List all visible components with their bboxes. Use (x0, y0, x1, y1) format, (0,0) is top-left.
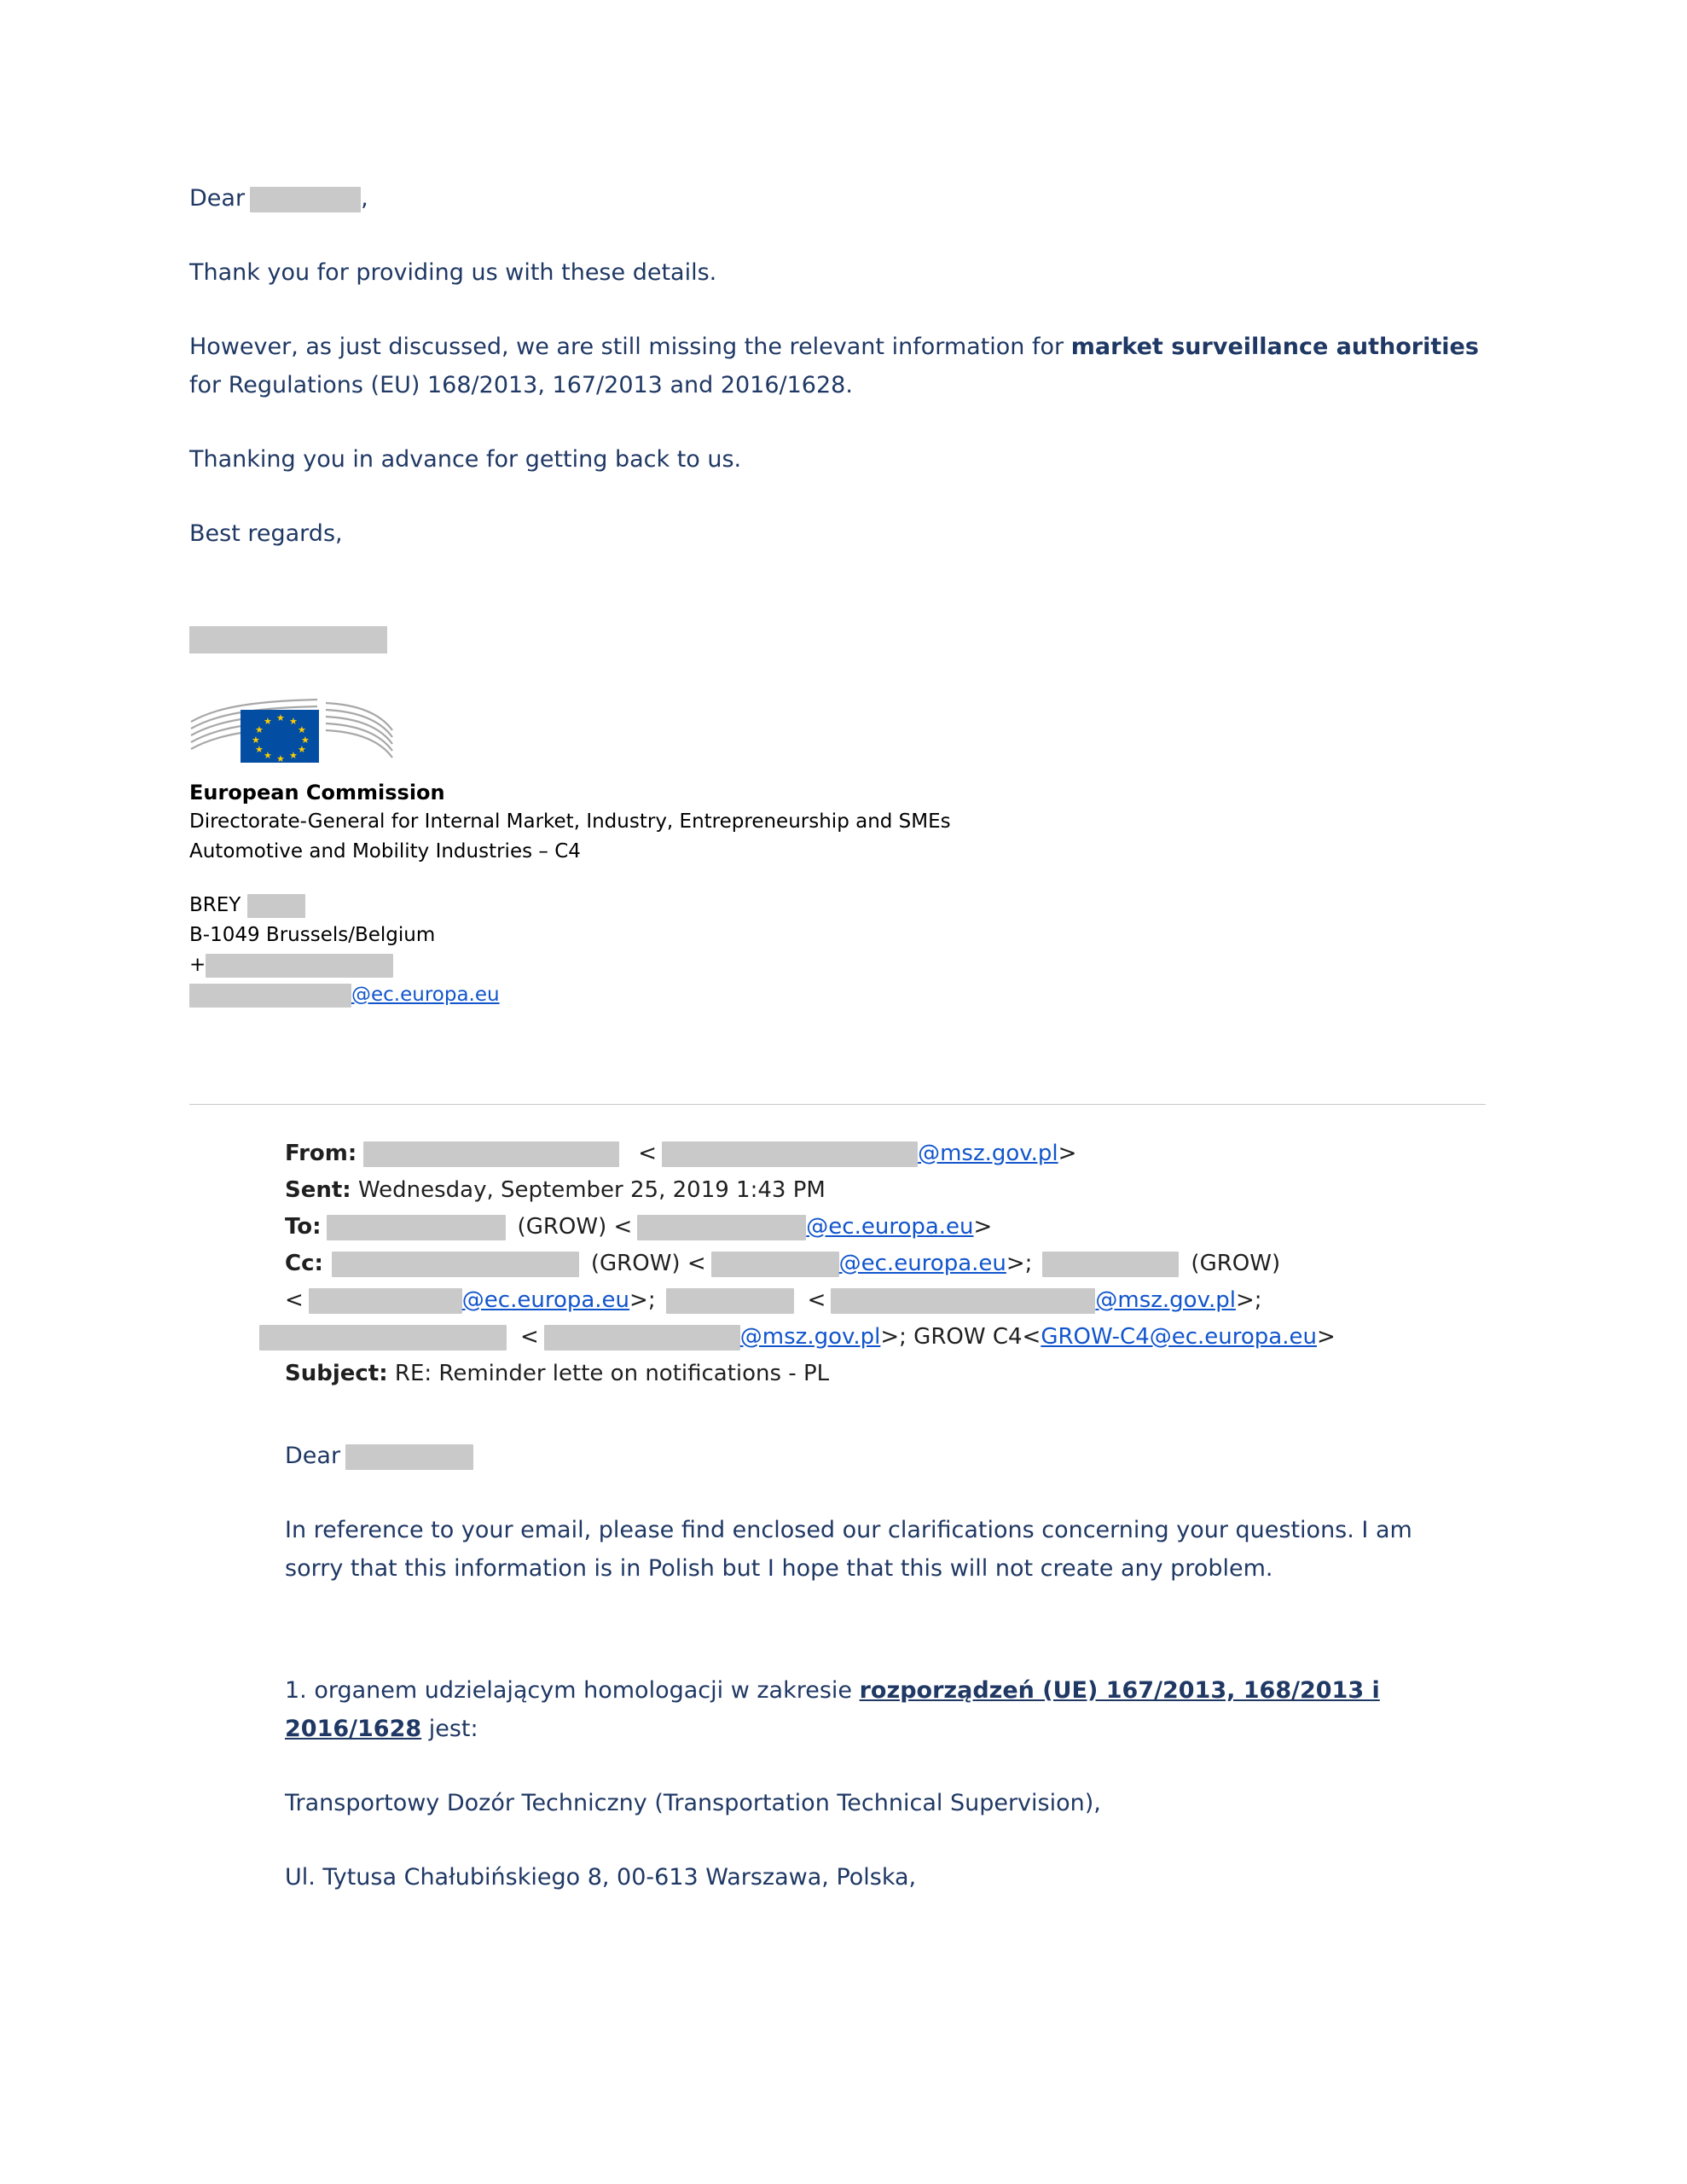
from-email-domain[interactable]: @msz.gov.pl (918, 1141, 1058, 1166)
redaction-block (345, 1444, 473, 1470)
quoted-cc-line (285, 1246, 1516, 1356)
label-to: To: (285, 1214, 322, 1240)
redaction-block (711, 1252, 839, 1277)
redaction-block (189, 984, 351, 1008)
label-from: From: (285, 1141, 357, 1166)
cc-angle-open-3: < (807, 1287, 826, 1313)
redaction-block (327, 1215, 506, 1240)
redaction-block (206, 954, 393, 978)
cc-grow-c4-label: GROW C4 (913, 1324, 1023, 1350)
quoted-to-line (285, 1209, 1516, 1246)
cc-grow-c4-email[interactable]: GROW-C4@ec.europa.eu (1041, 1324, 1317, 1350)
from-angle-open: < (638, 1141, 658, 1166)
quoted-spacer (285, 1639, 1516, 1671)
from-angle-close: > (1058, 1141, 1077, 1166)
redaction-block (662, 1141, 918, 1167)
label-cc: Cc: (285, 1251, 323, 1276)
subject-value: RE: Reminder lette on notifications - PL (394, 1361, 830, 1386)
salutation-suffix: , (361, 185, 368, 212)
redaction-block (831, 1288, 1095, 1314)
quoted-subject-line (285, 1356, 1516, 1392)
paragraph-missing-info (189, 328, 1516, 404)
signature-office-prefix: BREY (189, 894, 241, 916)
eu-flag-icon: ★ ★ ★ ★ ★ ★ ★ ★ ★ ★ ★ ★ (241, 710, 319, 763)
item-1-pre: 1. organem udzielającym homologacji w zakresie (285, 1677, 860, 1704)
quoted-authority-address: Ul. Tytusa Chałubińskiego 8, 00-613 Warszawa, Polska, (285, 1864, 917, 1891)
signature-department-2: Automotive and Mobility Industries – C4 (189, 840, 581, 863)
redaction-block (637, 1215, 806, 1240)
redaction-block (247, 894, 305, 918)
signature-email (189, 980, 1516, 1010)
redaction-block (544, 1325, 740, 1350)
redaction-block (332, 1252, 579, 1277)
paragraph-thanking-advance: Thanking you in advance for getting back to us. (189, 446, 742, 473)
cc-tag-1: (GROW) (590, 1251, 681, 1276)
signature-department-1: Directorate-General for Internal Market, Industry, Entrepreneurship and SMEs (189, 810, 951, 833)
paragraph-closing: Best regards, (189, 520, 343, 547)
signature-address: B-1049 Brussels/Belgium (189, 924, 436, 946)
salutation-prefix: Dear (189, 185, 246, 212)
signature-email-link[interactable]: @ec.europa.eu (351, 984, 500, 1006)
signature-organisation: European Commission (189, 781, 445, 804)
cc-email-domain-2[interactable]: @ec.europa.eu (461, 1287, 630, 1313)
cc-email-domain-1[interactable]: @ec.europa.eu (838, 1251, 1006, 1276)
redaction-block (250, 187, 361, 212)
to-angle-close: > (973, 1214, 993, 1240)
quoted-item-1 (285, 1671, 1462, 1748)
quoted-authority-name: Transportowy Dozór Techniczny (Transportation Technical Supervision), (285, 1790, 1101, 1816)
redaction-block (1042, 1252, 1179, 1277)
to-angle-open: < (613, 1214, 633, 1240)
redaction-block (259, 1325, 507, 1350)
paragraph-thanks: Thank you for providing us with these details. (189, 259, 717, 286)
cc-close-3: >; (1235, 1287, 1262, 1313)
redaction-block (666, 1288, 794, 1314)
quoted-paragraph-clarifications: In reference to your email, please find enclosed our clarifications concerning your questions. I am sorry that this information is in Polish but I hope that this will not create any problem. (285, 1517, 1412, 1582)
missing-info-post: for Regulations (EU) 168/2013, 167/2013 and 2016/1628. (189, 372, 853, 398)
cc-tag-2: (GROW) (1191, 1251, 1281, 1276)
european-commission-logo-icon (189, 696, 394, 768)
cc-email-domain-3[interactable]: @msz.gov.pl (1095, 1287, 1236, 1313)
redaction-block (309, 1288, 462, 1314)
redaction-block (363, 1141, 619, 1167)
item-1-post: jest: (421, 1716, 478, 1742)
quoted-message (285, 1105, 1516, 1896)
signature-phone (189, 950, 1516, 980)
salutation (189, 179, 1516, 218)
item-1-regulations: rozporządzeń (UE) 167/2013, 168/2013 i 2016/1628 (285, 1677, 1380, 1742)
to-tag: (GROW) (517, 1214, 607, 1240)
signature-office (189, 891, 1516, 921)
quoted-from-line (285, 1136, 1516, 1172)
missing-info-pre: However, as just discussed, we are still missing the relevant information for (189, 334, 1071, 360)
cc-angle-open-4: < (520, 1324, 539, 1350)
cc-angle-open-1: < (687, 1251, 706, 1276)
cc-email-domain-4[interactable]: @msz.gov.pl (739, 1324, 881, 1350)
quoted-salutation (285, 1437, 1516, 1475)
signature-spacer (189, 867, 1516, 891)
label-sent: Sent: (285, 1177, 351, 1203)
quoted-sent-line (285, 1172, 1516, 1209)
signature-name-redaction (189, 626, 387, 653)
cc-angle-open-2: < (285, 1287, 304, 1313)
sent-value: Wednesday, September 25, 2019 1:43 PM (357, 1177, 826, 1203)
missing-info-bold: market surveillance authorities (1070, 334, 1479, 360)
cc-close-2: >; (629, 1287, 656, 1313)
cc-close-1: >; (1006, 1251, 1033, 1276)
signature-phone-prefix: + (189, 954, 206, 976)
cc-close-4: >; (880, 1324, 907, 1350)
to-email-domain[interactable]: @ec.europa.eu (806, 1214, 974, 1240)
label-subject: Subject: (285, 1361, 388, 1386)
cc-grow-c4-close: > (1316, 1324, 1336, 1350)
cc-grow-c4-open: < (1022, 1324, 1041, 1350)
quoted-salutation-prefix: Dear (285, 1443, 341, 1469)
